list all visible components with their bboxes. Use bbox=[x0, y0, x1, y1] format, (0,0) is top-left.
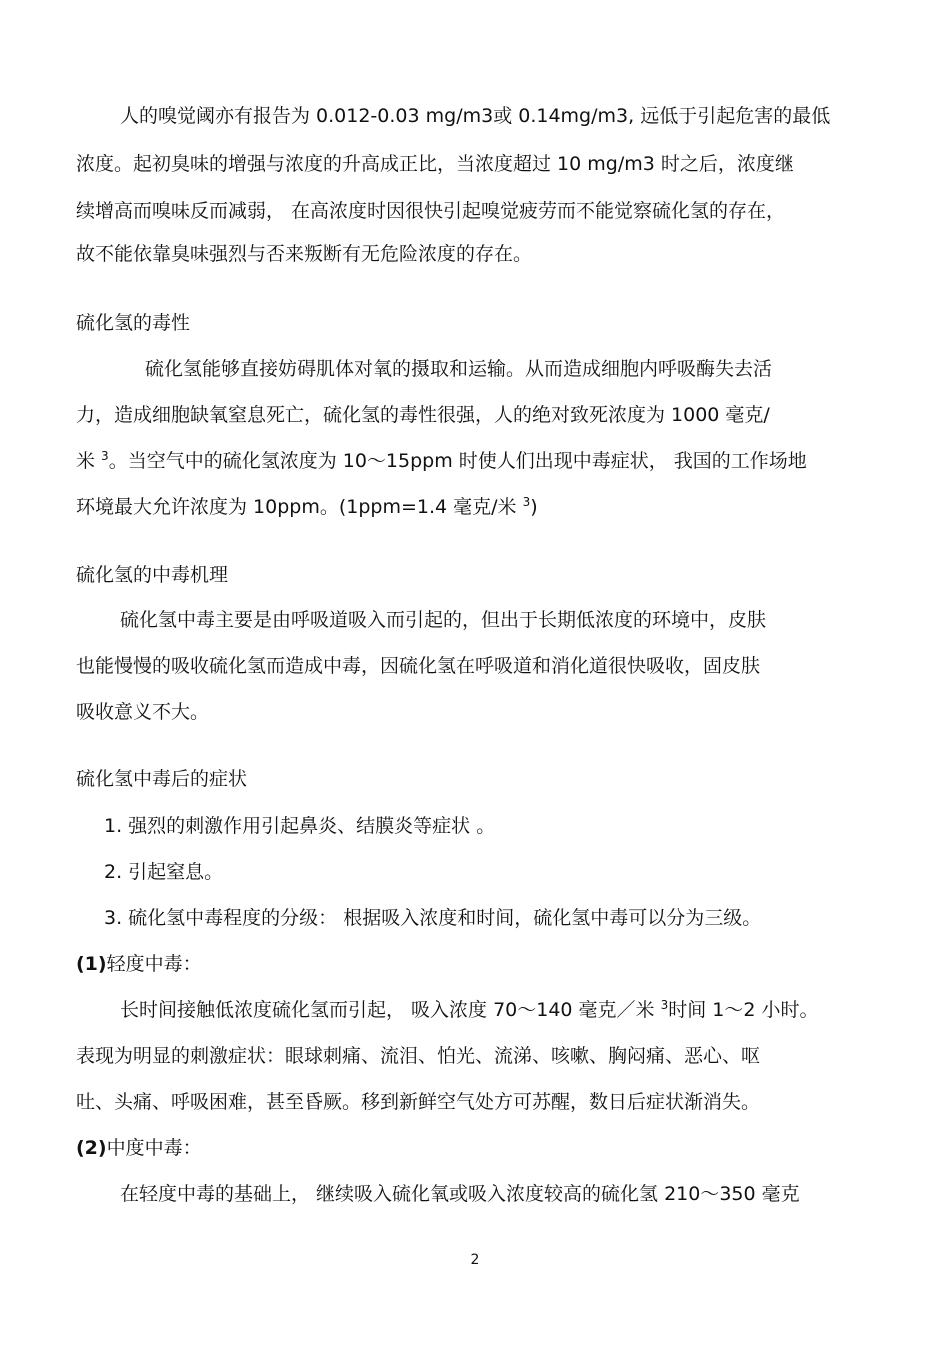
odor-line-4: 故不能依靠臭味强烈与否来叛断有无危险浓度的存在。 bbox=[76, 243, 533, 265]
toxicity-line-4-a: 环境最大允许浓度为 10ppm。(1ppm=1.4 毫克/米 bbox=[76, 496, 523, 518]
toxicity-line-2: 力，造成细胞缺氧窒息死亡，硫化氢的毒性很强，人的绝对致死浓度为 1000 毫克/ bbox=[76, 404, 770, 426]
toxicity-heading: 硫化氢的毒性 bbox=[76, 312, 191, 334]
mild-line-1-a: 长时间接触低浓度硫化氢而引起， 吸入浓度 70～140 毫克／米 bbox=[120, 999, 661, 1021]
toxicity-line-4-b: ) bbox=[530, 496, 538, 518]
odor-line-3: 续增高而嗅味反而减弱， 在高浓度时因很快引起嗅觉疲劳而不能觉察硫化氢的存在， bbox=[76, 200, 786, 222]
cubic-superscript: 3 bbox=[660, 998, 669, 1012]
mild-label-text: 轻度中毒： bbox=[106, 953, 202, 975]
cubic-superscript: 3 bbox=[522, 495, 531, 509]
symptom-item-2: 2. 引起窒息。 bbox=[104, 861, 224, 883]
mechanism-line-3: 吸收意义不大。 bbox=[76, 701, 210, 723]
odor-line-1: 人的嗅觉阈亦有报告为 0.012-0.03 mg/m3或 0.14mg/m3, 远低于引起危害的最低 bbox=[120, 105, 831, 127]
moderate-line-1: 在轻度中毒的基础上， 继续吸入硫化氧或吸入浓度较高的硫化氢 210～350 毫克 bbox=[120, 1183, 800, 1205]
toxicity-line-3-b: 。当空气中的硫化氢浓度为 10～15ppm 时使人们出现中毒症状， 我国的工作场地 bbox=[108, 450, 807, 472]
symptoms-heading: 硫化氢中毒后的症状 bbox=[76, 768, 248, 790]
mild-line-2: 表现为明显的刺激症状：眼球刺痛、流泪、怕光、流涕、咳嗽、胸闷痛、恶心、呕 bbox=[76, 1045, 761, 1067]
mild-label-number: (1) bbox=[76, 953, 107, 975]
mechanism-heading: 硫化氢的中毒机理 bbox=[76, 564, 229, 586]
odor-line-2: 浓度。起初臭味的增强与浓度的升高成正比，当浓度超过 10 mg/m3 时之后，浓度继 bbox=[76, 153, 794, 175]
mild-line-1 bbox=[120, 998, 819, 1022]
mild-line-1-b: 时间 1～2 小时。 bbox=[668, 999, 819, 1021]
moderate-label-number: (2) bbox=[76, 1137, 107, 1159]
page-number: 2 bbox=[470, 1252, 480, 1268]
moderate-label bbox=[76, 1136, 202, 1160]
cubic-superscript: 3 bbox=[101, 449, 109, 463]
symptom-item-3: 3. 硫化氢中毒程度的分级： 根据吸入浓度和时间，硫化氢中毒可以分为三级。 bbox=[104, 907, 762, 929]
toxicity-line-3-a: 米 bbox=[76, 450, 102, 472]
toxicity-line-4 bbox=[76, 495, 538, 519]
mechanism-line-2: 也能慢慢的吸收硫化氢而造成中毒，因硫化氢在呼吸道和消化道很快吸收，固皮肤 bbox=[76, 655, 761, 677]
toxicity-line-1: 硫化氢能够直接妨碍肌体对氧的摄取和运输。从而造成细胞内呼吸酶失去活 bbox=[145, 358, 773, 380]
mild-label bbox=[76, 952, 202, 976]
mechanism-line-1: 硫化氢中毒主要是由呼吸道吸入而引起的，但出于长期低浓度的环境中，皮肤 bbox=[120, 609, 767, 631]
toxicity-line-3 bbox=[76, 449, 807, 473]
symptom-item-1: 1. 强烈的刺激作用引起鼻炎、结膜炎等症状 。 bbox=[104, 815, 496, 837]
mild-line-3: 吐、头痛、呼吸困难，甚至昏厥。移到新鲜空气处方可苏醒，数日后症状渐消失。 bbox=[76, 1091, 761, 1113]
moderate-label-text: 中度中毒： bbox=[106, 1137, 202, 1159]
